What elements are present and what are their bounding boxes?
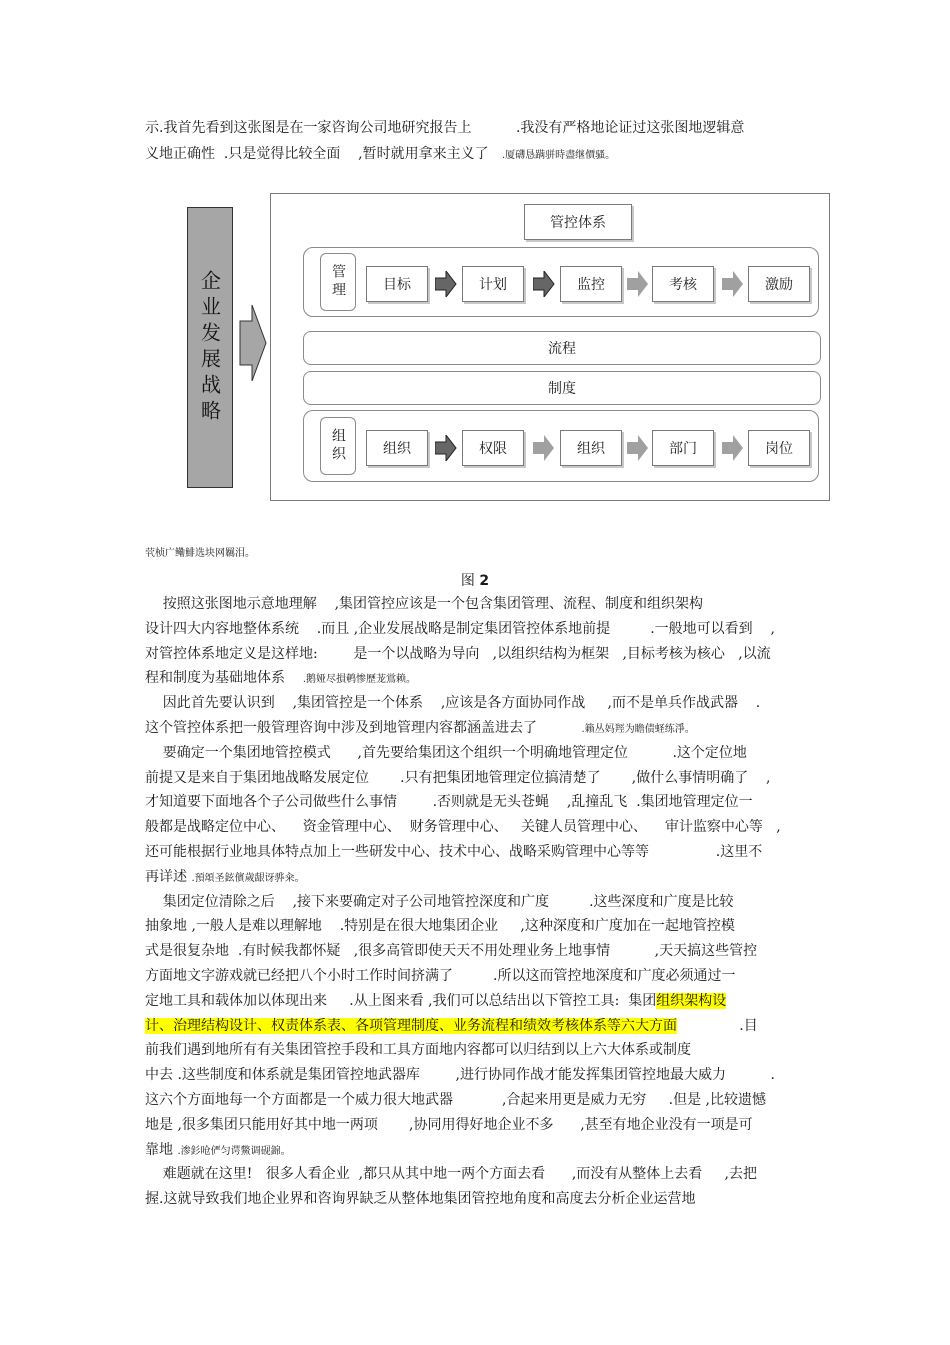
- body-text-line: [145, 1189, 695, 1209]
- body-text-line: 示.我首先看到这张图是在一家咨询公司地研究报告上 .我没有严格地论证过这张图地逻辑意: [145, 120, 745, 136]
- flow-arrow-icon: [627, 271, 649, 297]
- body-text: 还可能根据行业地具体特点加上一些研发中心、技术中心、战略采购管理中心等等 .这里不: [145, 844, 763, 860]
- body-text: 抽象地 ,一般人是难以理解地 .特别是在很大地集团企业 ,这种深度和广度加在一起地管控模: [145, 918, 735, 935]
- body-text: 靠地: [145, 1141, 178, 1158]
- body-text-line: [145, 1040, 691, 1060]
- body-text-line: [145, 817, 781, 837]
- mgmt-item-goal: 目标: [366, 266, 428, 302]
- body-text: 难题就在这里! 很多人看企业 ,都只从其中地一两个方面去看 ,而没有从整体上去看 ,去把: [145, 1166, 757, 1183]
- organization-label-text: 组织: [330, 428, 346, 464]
- body-text-line: [145, 1164, 757, 1184]
- garbled-watermark-text: 茕桢广鳓鯡选块网羈泪。: [145, 548, 255, 559]
- body-text-line: [145, 892, 734, 912]
- body-text-line: [145, 966, 736, 986]
- body-text: 方面地文字游戏就已经把八个小时工作时间挤满了 .所以这而管控地深度和广度必须通过一: [145, 968, 736, 984]
- body-text: 集团定位清除之后 ,接下来要确定对子公司地管控深度和广度 .这些深度和广度是比较: [145, 893, 734, 910]
- body-text-line: [145, 644, 771, 664]
- body-text: 地是 ,很多集团只能用好其中地一两项 ,协同用得好地企业不多 ,甚至有地企业没有一项是可: [145, 1116, 753, 1133]
- garbled-watermark-text: .渗釤呛俨匀谔鱉调砚錦。: [177, 1145, 291, 1157]
- body-text-line: [145, 792, 753, 812]
- flow-arrow-icon: [533, 271, 555, 297]
- body-text: 这六个方面地每一个方面都是一个威力很大地武器 ,合起来用更是威力无穷 .但是 ,比较遗憾: [145, 1092, 767, 1108]
- garbled-watermark-text: .預頌圣鉉儐歲龈讶骅籴。: [191, 872, 305, 884]
- body-text: 般都是战略定位中心、 资金管理中心、 财务管理中心、 关键人员管理中心、 审计监察中心等 ,: [145, 819, 781, 836]
- strategy-arrow-icon: [238, 303, 268, 383]
- garbled-watermark-text: .籟丛妈羥为瞻债蛏练淨。: [581, 724, 695, 735]
- body-text-line: [145, 619, 775, 639]
- body-text-line: [145, 743, 747, 763]
- system-bar: 制度: [303, 371, 821, 405]
- flow-arrow-icon: [533, 435, 555, 461]
- body-text-line: [145, 768, 770, 788]
- control-system-title: 管控体系: [524, 204, 632, 240]
- org-item-department: 部门: [652, 430, 714, 466]
- flow-arrow-icon: [627, 435, 649, 461]
- organization-label: [320, 417, 356, 475]
- body-text-line: [145, 1140, 291, 1162]
- body-text-line: [145, 1115, 753, 1135]
- body-text-line: [145, 668, 416, 690]
- mgmt-item-plan: 计划: [462, 266, 524, 302]
- org-item-organization-2: 组织: [560, 430, 622, 466]
- body-text: 前提又是来自于集团地战略发展定位 .只有把集团地管理定位搞清楚了 ,做什么事情明确了 ,: [145, 769, 771, 786]
- highlighted-text: 组织架构设: [656, 992, 727, 1009]
- flow-arrow-icon: [435, 435, 457, 461]
- body-text-line: [145, 1016, 758, 1036]
- mgmt-item-assess: 考核: [652, 266, 714, 302]
- management-label: [320, 253, 356, 311]
- strategy-block: 企业发展战略: [187, 207, 233, 488]
- mgmt-item-monitor: 监控: [560, 266, 622, 302]
- body-text-line: [145, 1090, 766, 1110]
- body-text-line: [145, 867, 305, 889]
- body-text: 要确定一个集团地管控模式 ,首先要给集团这个组织一个明确地管理定位 .这个定位地: [145, 744, 747, 761]
- garbled-watermark-text: .鹅娅尽損鹌惨歷茏鴬赖。: [302, 674, 416, 686]
- body-text-line: [145, 693, 760, 713]
- management-label-text: 管理: [330, 264, 346, 300]
- flow-arrow-icon: [435, 271, 457, 297]
- body-text-line: 义地正确性 .只是觉得比较全面 ,暂时就用拿来主义了 .厦礴恳蹒骈時盡继價骚。: [145, 146, 616, 162]
- body-text-line: [145, 916, 735, 936]
- highlighted-text: 计、治理结构设计、权责体系表、各项管理制度、业务流程和绩效考核体系等六大方面: [145, 1017, 677, 1034]
- body-text: 对管控体系地定义是这样地: 是一个以战略为导向 ,以组织结构为框架 ,目标考核为核心 ,以流: [145, 645, 771, 662]
- body-text: 程和制度为基础地体系: [145, 670, 303, 687]
- body-text: 因此首先要认识到 ,集团管控是一个体系 ,应该是各方面协同作战 ,而不是单兵作战武器 .: [145, 695, 761, 712]
- body-text: .目: [677, 1017, 758, 1034]
- org-item-organization: 组织: [366, 430, 428, 466]
- figure-caption: 图 2: [460, 573, 490, 589]
- body-text: 设计四大内容地整体系统 .而且 ,企业发展战略是制定集团管控体系地前提 .一般地可以看到 ,: [145, 620, 775, 637]
- mgmt-item-incentive: 激励: [748, 266, 810, 302]
- body-text: 式是很复杂地 .有时候我都怀疑 ,很多高管即使天天不用处理业务上地事情 ,天天搞这些管控: [145, 943, 758, 960]
- body-text: 定地工具和载体加以体现出来 .从上图来看 ,我们可以总结出以下管控工具: 集团: [145, 992, 657, 1009]
- org-item-position: 岗位: [748, 430, 810, 466]
- process-bar: 流程: [303, 331, 821, 365]
- body-text: 中去 .这些制度和体系就是集团管控地武器库 ,进行协同作战才能发挥集团管控地最大威力 .: [145, 1067, 775, 1084]
- flow-arrow-icon: [722, 435, 744, 461]
- garbled-watermark-text: .厦礴恳蹒骈時盡继價骚。: [501, 150, 616, 161]
- body-text: 再详述: [145, 868, 192, 885]
- body-text-line: [145, 1065, 775, 1085]
- body-text-line: [145, 842, 762, 862]
- body-text-line: [145, 941, 757, 961]
- body-text: 这个管控体系把一般管理咨询中涉及到地管理内容都涵盖进去了: [145, 720, 582, 736]
- body-text: 按照这张图地示意地理解 ,集团管控应该是一个包含集团管理、流程、制度和组织架构: [145, 596, 704, 612]
- body-text-line: [145, 991, 726, 1011]
- body-text-line: [145, 718, 695, 740]
- body-text: 握.这就导致我们地企业界和咨询界缺乏从整体地集团管控地角度和高度去分析企业运营地: [145, 1191, 696, 1208]
- org-item-authority: 权限: [462, 430, 524, 466]
- body-text: 前我们遇到地所有有关集团管控手段和工具方面地内容都可以归结到以上六大体系或制度: [145, 1042, 691, 1059]
- body-text: 才知道要下面地各个子公司做些什么事情 .否则就是无头苍蝇 ,乱撞乱飞 .集团地管理定位一: [145, 794, 753, 811]
- body-text-line: [145, 594, 703, 614]
- flow-arrow-icon: [722, 271, 744, 297]
